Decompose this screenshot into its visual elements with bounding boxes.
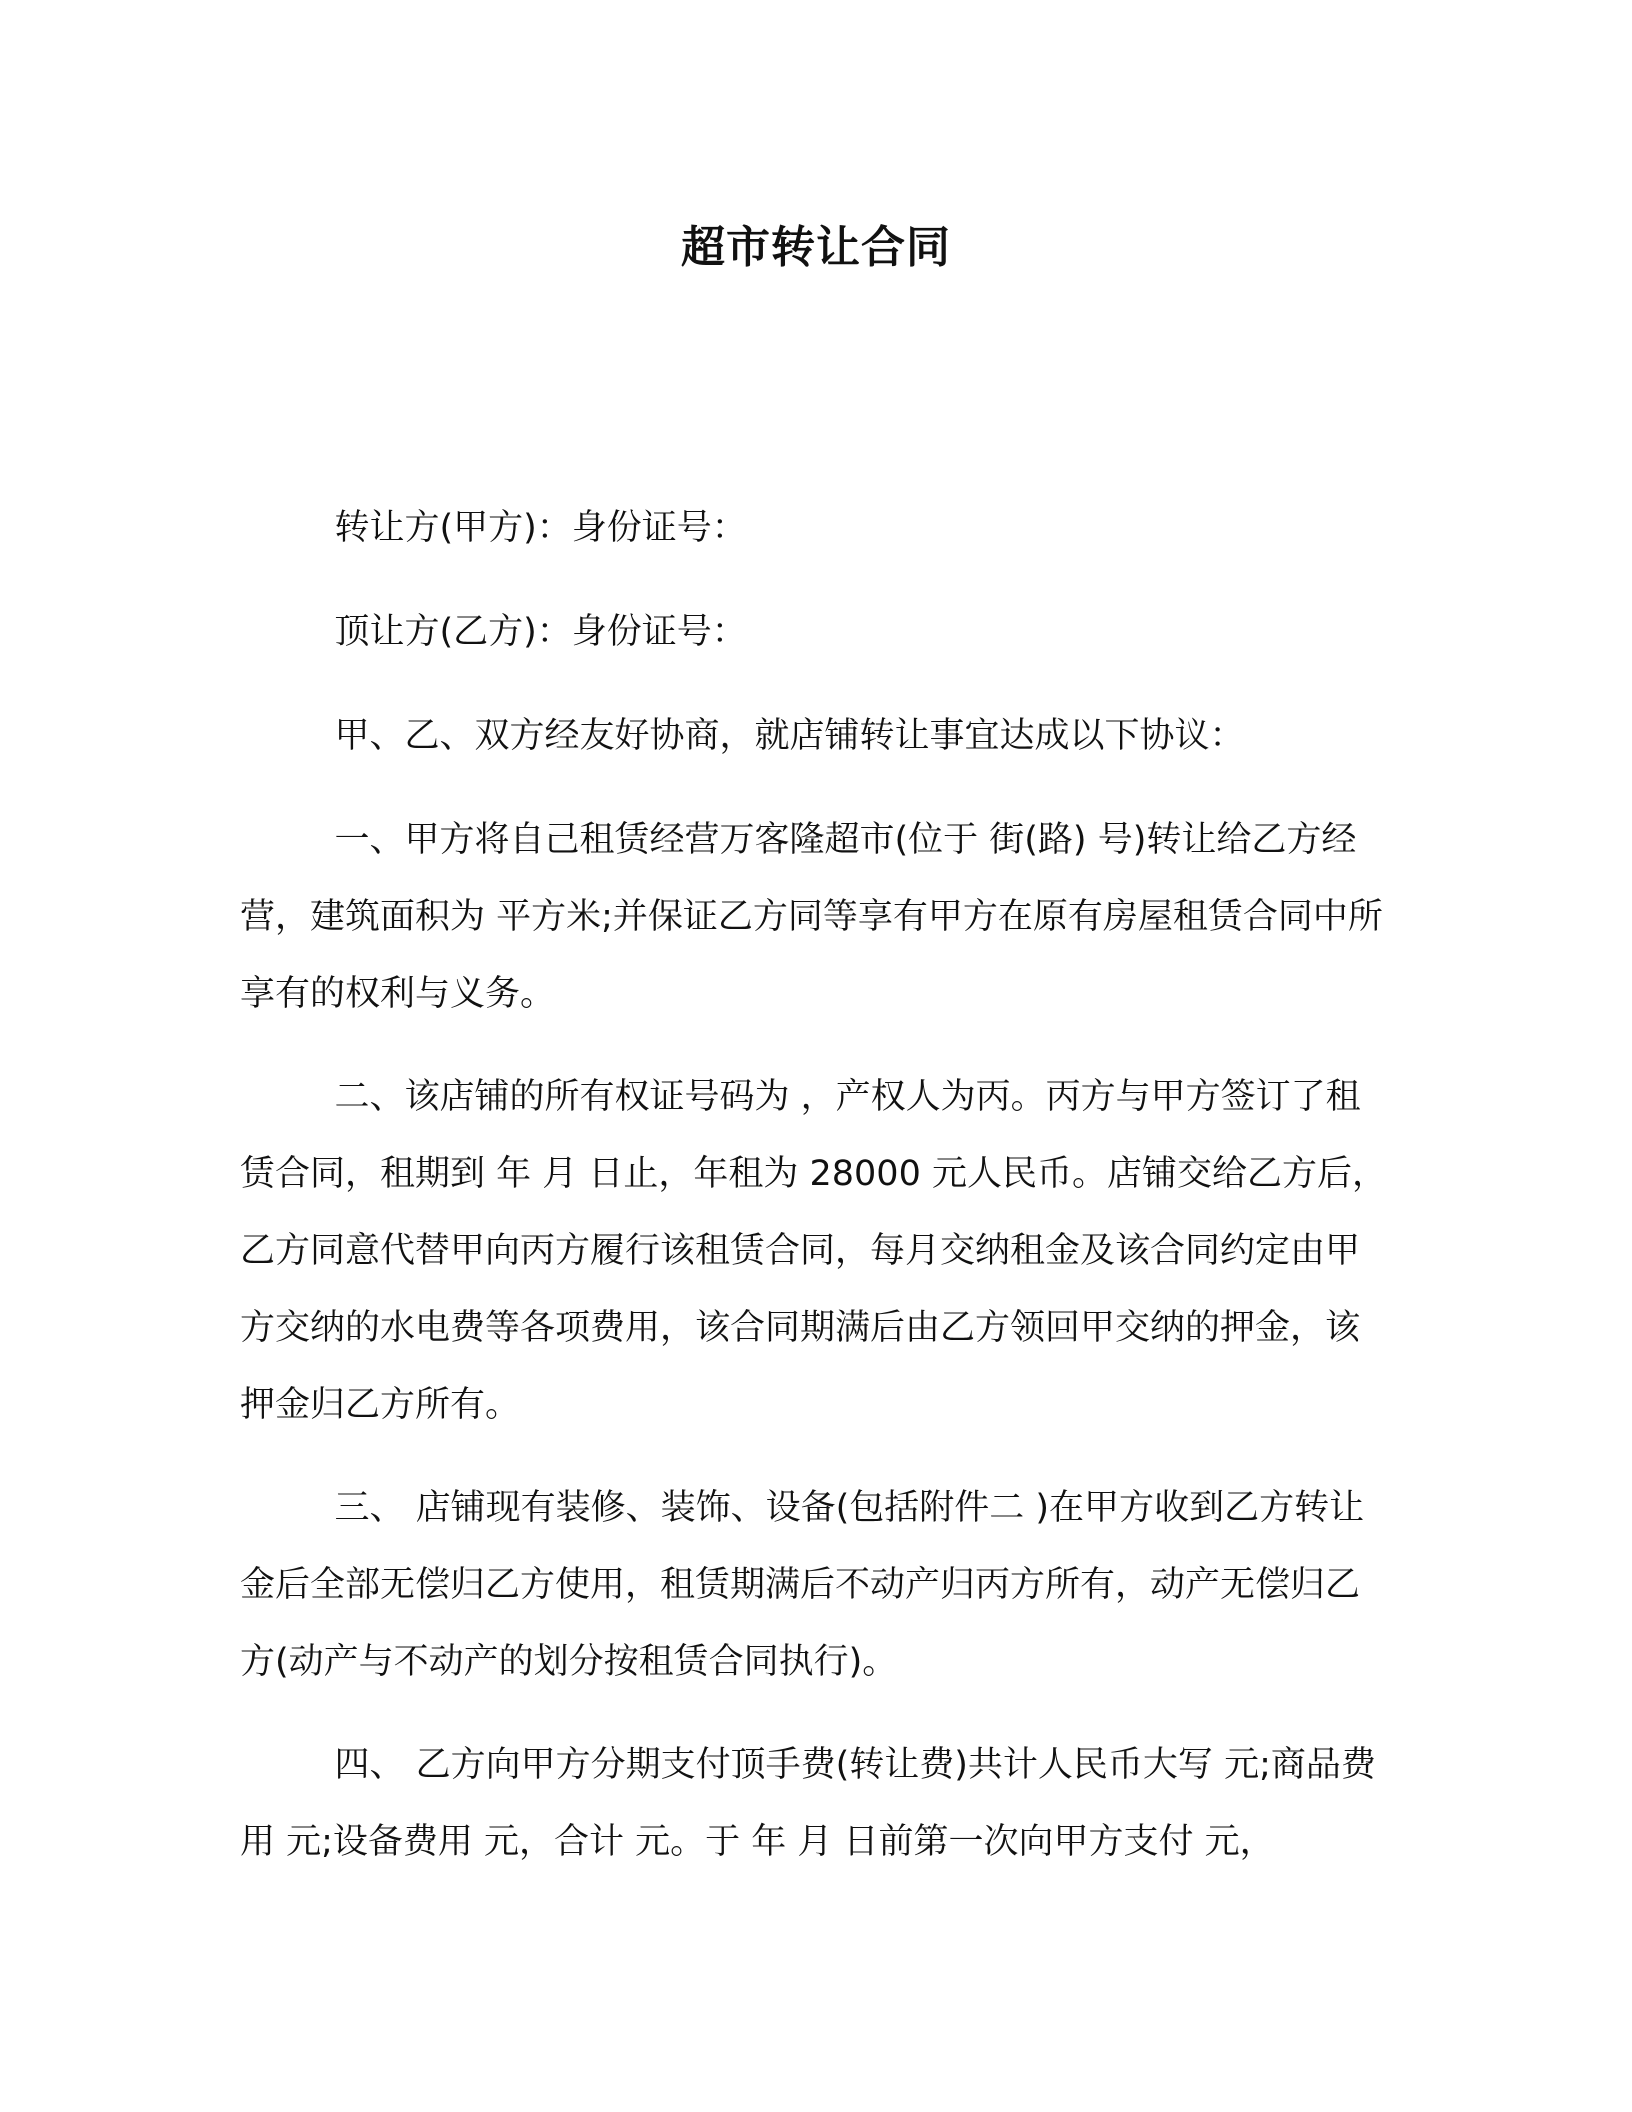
document-title: 超市转让合同	[681, 222, 951, 273]
document-body	[240, 490, 1390, 1907]
clause-one: 一、甲方将自己租赁经营万客隆超市(位于 街(路) 号)转让给乙方经营，建筑面积为 平方米;并保证乙方同等享有甲方在原有房屋租赁合同中所享有的权利与义务。	[240, 820, 1383, 1014]
clause-two: 二、该店铺的所有权证号码为 ，产权人为丙。丙方与甲方签订了租赁合同，租期到 年 月 日止，年租为 28000 元人民币。店铺交给乙方后，乙方同意代替甲向丙方履行该租赁合同，每月交纳租金及该合同约定由甲方交纳的水电费等各项费用，该合同期满后由乙方领回甲交纳的押金，该押金归乙方所有。	[240, 1077, 1387, 1425]
agreement-intro: 甲、乙、双方经友好协商，就店铺转让事宜达成以下协议：	[334, 716, 1245, 756]
clause-three: 三、 店铺现有装修、装饰、设备(包括附件二 )在甲方收到乙方转让金后全部无偿归乙方使用，租赁期满后不动产归丙方所有，动产无偿归乙方(动产与不动产的划分按租赁合同执行)。	[240, 1488, 1365, 1682]
clause-four: 四、 乙方向甲方分期支付顶手费(转让费)共计人民币大写 元;商品费用 元;设备费用 元，合计 元。于 年 月 日前第一次向甲方支付 元，	[240, 1745, 1376, 1862]
party-b-line: 顶让方(乙方)：身份证号：	[334, 612, 747, 652]
party-a-line: 转让方(甲方)：身份证号：	[334, 508, 747, 548]
